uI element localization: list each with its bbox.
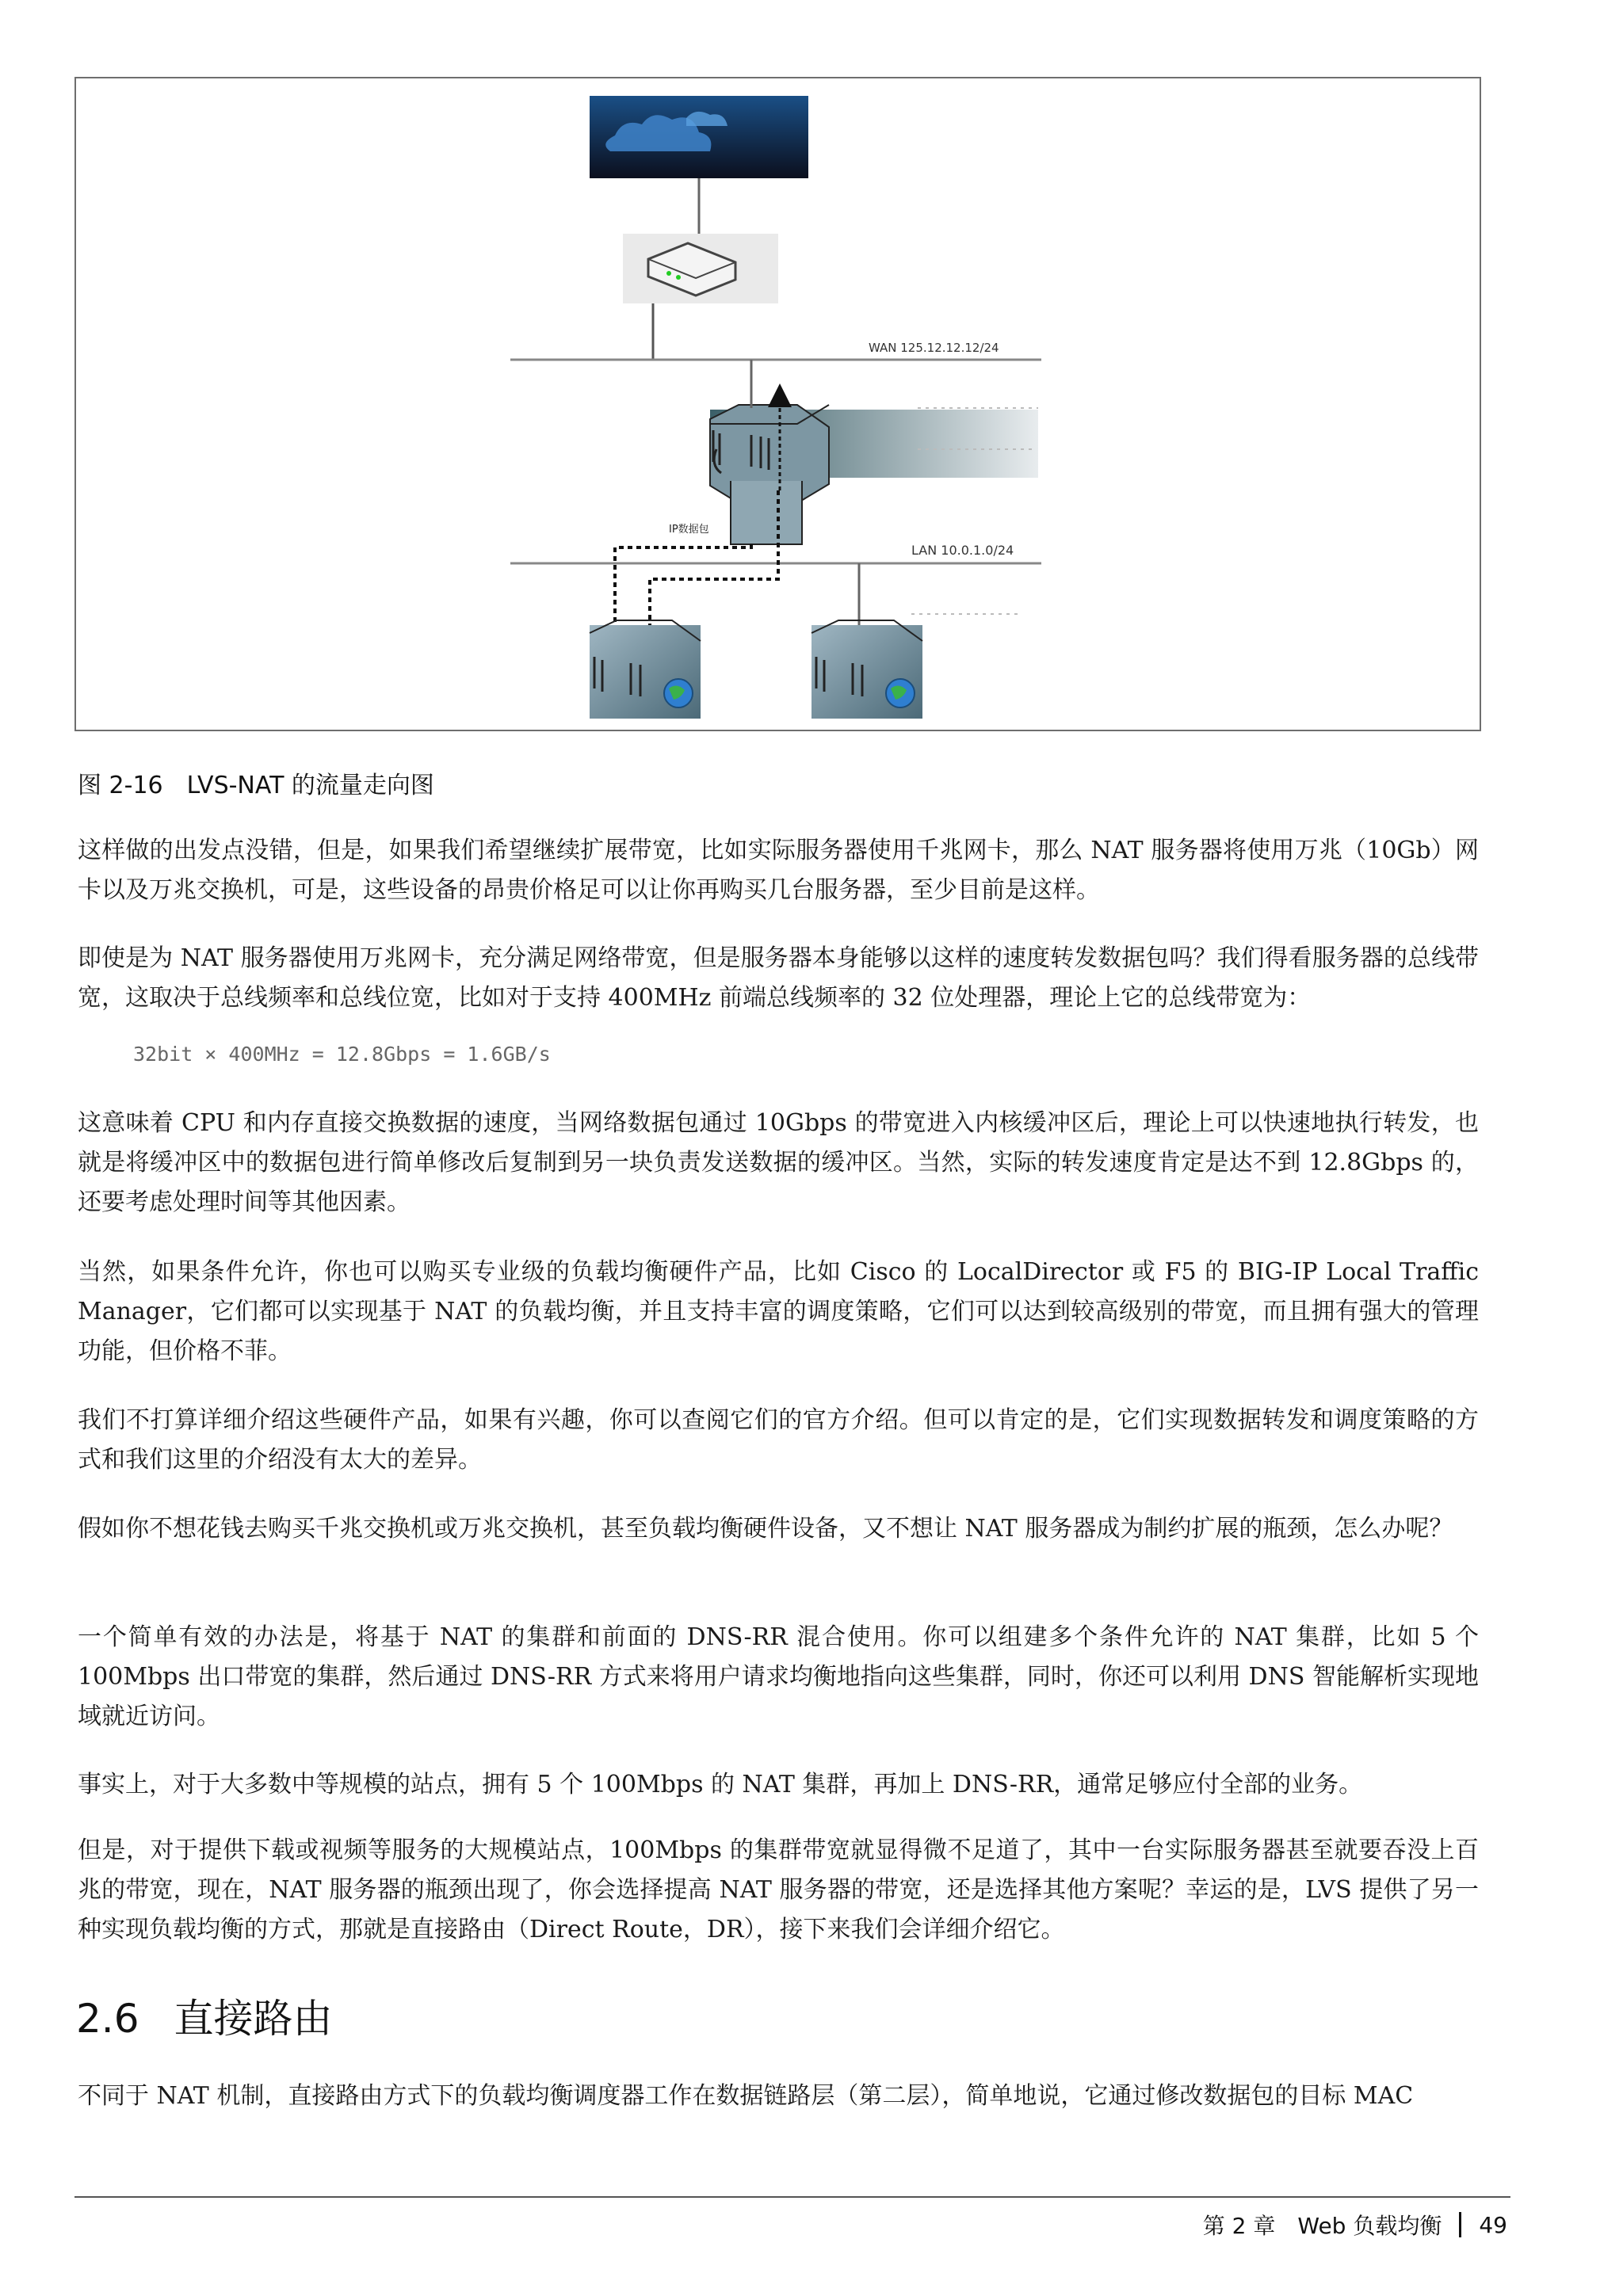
real-server-1-icon [590, 620, 701, 719]
footer-title: Web 负载均衡 [1297, 2213, 1442, 2239]
paragraph: 这样做的出发点没错，但是，如果我们希望继续扩展带宽，比如实际服务器使用千兆网卡，那么 NAT 服务器将使用万兆（10Gb）网卡以及万兆交换机，可是，这些设备的昂贵价格足可以让你再购买几台服务器，至少目前是这样。 [78, 837, 1479, 904]
paragraph: 不同于 NAT 机制，直接路由方式下的负载均衡调度器工作在数据链路层（第二层），简单地说，它通过修改数据包的目标 MAC [78, 2082, 1414, 2110]
section-heading [76, 1987, 333, 2044]
paragraph: 一个简单有效的办法是，将基于 NAT 的集群和前面的 DNS-RR 混合使用。你可以组建多个条件允许的 NAT 集群，比如 5 个 100Mbps 出口带宽的集群，然后通过 DNS-RR 方式来将用户请求均衡地指向这些集群，同时，你还可以利用 DNS 智能解析实现地域就近访问。 [78, 1623, 1479, 1730]
page-footer [1203, 2209, 1507, 2241]
paragraph: 我们不打算详细介绍这些硬件产品，如果有兴趣，你可以查阅它们的官方介绍。但可以肯定的是，它们实现数据转发和调度策略的方式和我们这里的介绍没有太大的差异。 [78, 1406, 1479, 1474]
figure-title: LVS-NAT 的流量走向图 [186, 772, 434, 799]
section-title: 直接路由 [174, 1996, 333, 2042]
footer-separator [1459, 2212, 1461, 2237]
wan-label: WAN 125.12.12.12/24 [869, 341, 999, 355]
packet-label: IP数据包 [669, 524, 709, 536]
lan-label: LAN 10.0.1.0/24 [911, 543, 1014, 558]
network-diagram [76, 78, 1483, 733]
figure-lvs-nat [74, 77, 1481, 731]
code-formula: 32bit × 400MHz = 12.8Gbps = 1.6GB/s [133, 1043, 551, 1066]
router-icon [623, 234, 778, 303]
paragraph: 当然，如果条件允许，你也可以购买专业级的负载均衡硬件产品，比如 Cisco 的 LocalDirector 或 F5 的 BIG-IP Local Traffic Manager，它们都可以实现基于 NAT 的负载均衡，并且支持丰富的调度策略，它们可以达到较高级别的带宽，而且拥有强大的管理功能，但价格不菲。 [78, 1258, 1479, 1365]
footer-rule [74, 2196, 1510, 2198]
paragraph: 假如你不想花钱去购买千兆交换机或万兆交换机，甚至负载均衡硬件设备，又不想让 NAT 服务器成为制约扩展的瓶颈，怎么办呢？ [78, 1515, 1453, 1543]
footer-chapter: 第 2 章 [1202, 2213, 1276, 2239]
figure-number: 图 2-16 [78, 772, 163, 799]
paragraph: 但是，对于提供下载或视频等服务的大规模站点，100Mbps 的集群带宽就显得微不足道了，其中一台实际服务器甚至就要吞没上百兆的带宽，现在，NAT 服务器的瓶颈出现了，你会选择提高 NAT 服务器的带宽，还是选择其他方案呢？幸运的是，LVS 提供了另一种实现负载均衡的方式，那就是直接路由（Direct Route，DR），接下来我们会详细介绍它。 [78, 1836, 1479, 1943]
load-balancer-server-icon [710, 405, 1038, 544]
paragraph: 即使是为 NAT 服务器使用万兆网卡，充分满足网络带宽，但是服务器本身能够以这样的速度转发数据包吗？我们得看服务器的总线带宽，这取决于总线频率和总线位宽，比如对于支持 400MHz 前端总线频率的 32 位处理器，理论上它的总线带宽为： [78, 944, 1479, 1012]
section-number: 2.6 [76, 1996, 139, 2042]
internet-cloud-icon [590, 96, 808, 178]
real-server-2-icon [812, 620, 922, 719]
paragraph: 事实上，对于大多数中等规模的站点，拥有 5 个 100Mbps 的 NAT 集群，再加上 DNS-RR，通常足够应付全部的业务。 [78, 1771, 1363, 1798]
page-number: 49 [1479, 2211, 1507, 2238]
figure-caption [78, 765, 434, 800]
paragraph: 这意味着 CPU 和内存直接交换数据的速度，当网络数据包通过 10Gbps 的带宽进入内核缓冲区后，理论上可以快速地执行转发，也就是将缓冲区中的数据包进行简单修改后复制到另一块负责发送数据的缓冲区。当然，实际的转发速度肯定是达不到 12.8Gbps 的，还要考虑处理时间等其他因素。 [78, 1109, 1479, 1216]
